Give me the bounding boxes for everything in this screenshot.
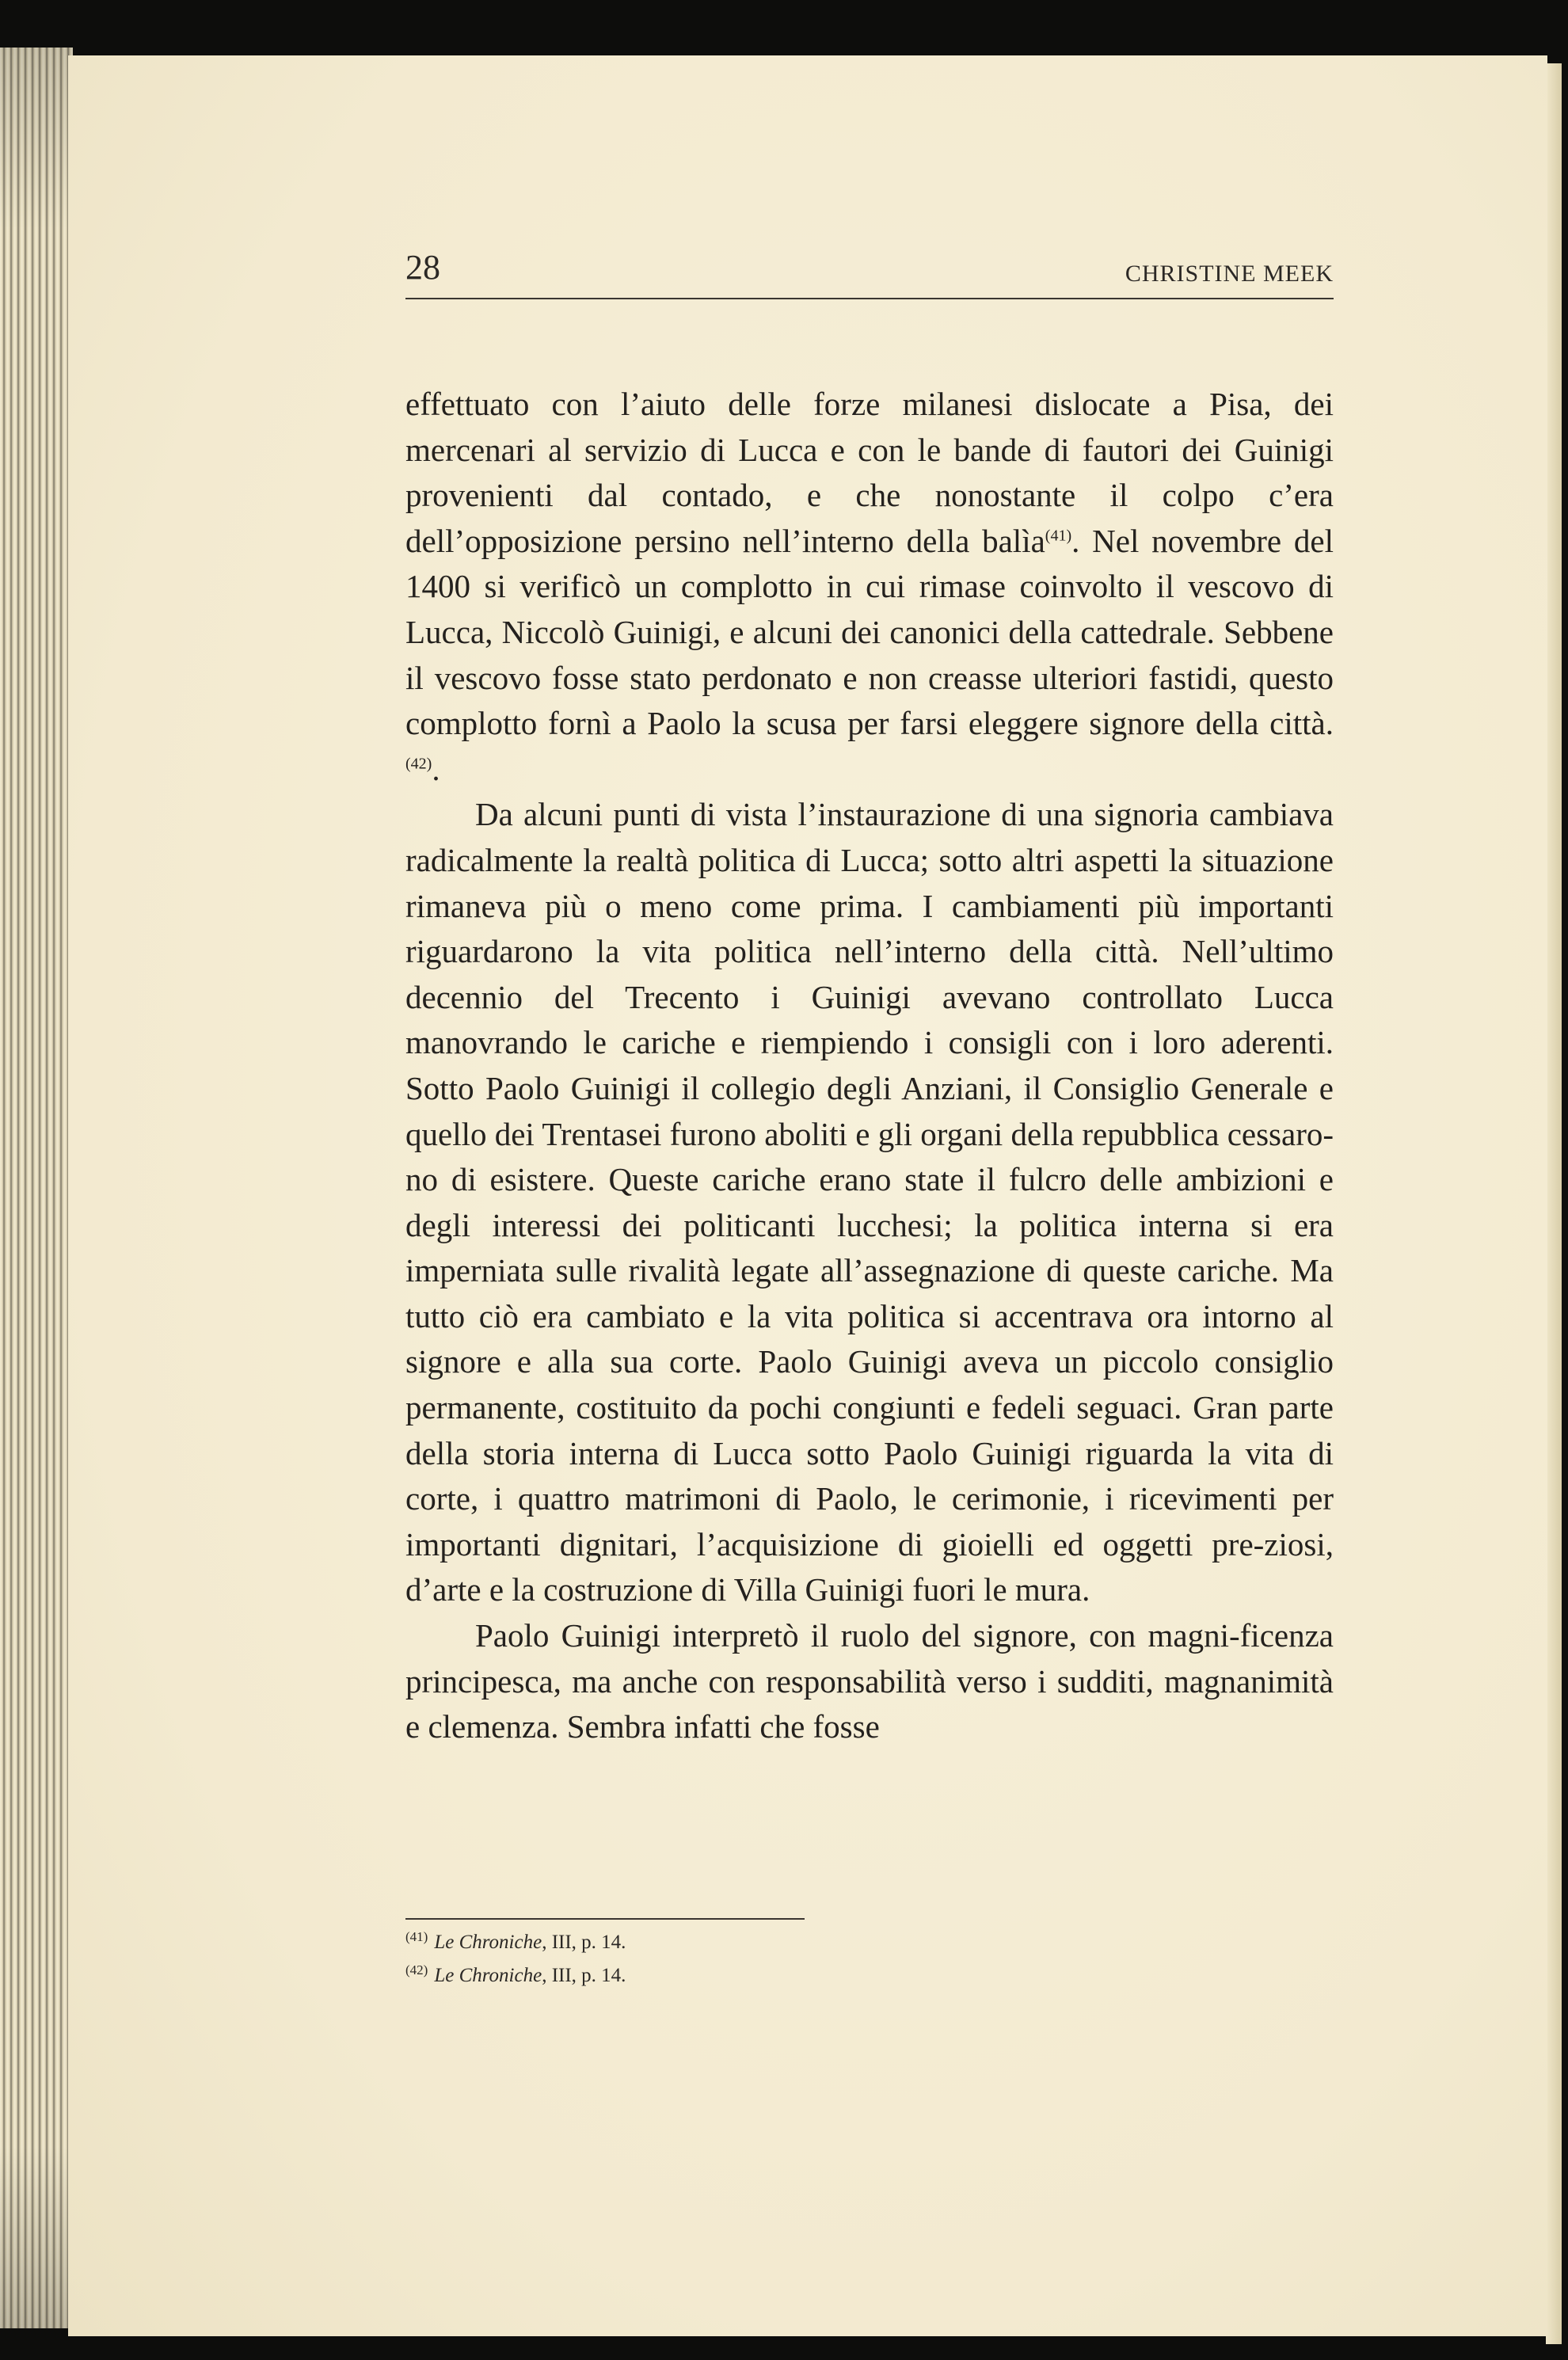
footnote [405,1926,1118,1959]
footnote-mark: (42) [405,1962,428,1977]
paragraph [405,382,1334,792]
stacked-page-edges [0,48,73,2328]
page-number: 28 [405,248,440,287]
paragraph [405,1613,1334,1750]
text-run: . Nel novembre del 1400 si verificò un complotto in cui rimase coinvolto il vescovo di Lucca, Niccolò Guinigi, e alcuni dei canonici della cattedrale. Sebbene il vescovo fosse stato perdonato e non creasse ulteriori fastidi, questo complotto fornì a Paolo la scusa per farsi eleggere signore della città. [405,522,1334,742]
footnote-title: Le Chroniche [434,1932,542,1953]
footnote-text: , III, p. 14. [542,1965,626,1986]
footnote-title: Le Chroniche [434,1965,542,1986]
running-head: CHRISTINE MEEK [1125,261,1334,287]
footnote-text: , III, p. 14. [542,1932,626,1953]
right-page-edge [1546,63,1562,2344]
header-rule [405,298,1334,299]
footnote-rule [405,1918,805,1920]
paragraph [405,792,1334,1613]
footnote-mark: (41) [405,1928,428,1944]
text-run: Da alcuni punti di vista l’instaurazione di una signoria cambiava radicalmente la realtà politica di Lucca; sotto altri aspetti la situazione rimaneva più o meno come prima. I cambiamenti più importanti riguardarono la vita politica nell’interno della città. Nell’ultimo decennio del Trecento i Guinigi avevano controllato Lucca manovrando le cariche e riempiendo i consigli con i loro aderenti. Sotto Paolo Guinigi il collegio degli Anziani, il Consiglio Generale e quello dei Trentasei furono aboliti e gli organi della repubblica cessaro-no di esistere. Queste cariche erano state il fulcro delle ambizioni e degli interessi dei politicanti lucchesi; la politica interna si era imperniata sulle rivalità legate all’assegnazione di queste cariche. Ma tutto ciò era cambiato e la vita politica si accentrava ora intorno al signore e alla sua corte. Paolo Guinigi aveva un piccolo consiglio permanente, costituito da pochi congiunti e fedeli seguaci. Gran parte della storia interna di Lucca sotto Paolo Guinigi riguarda la vita di corte, i quattro matrimoni di Paolo, le cerimonie, i ricevimenti per importanti dignitari, l’acquisizione di gioielli ed oggetti pre-ziosi, d’arte e la costruzione di Villa Guinigi fuori le mura. [405,796,1334,1608]
footnotes [405,1926,1118,1993]
body-text [405,382,1334,1750]
footnote-ref: (41) [1045,527,1072,545]
footnote [405,1959,1118,1993]
text-run: . [432,750,440,787]
footnote-ref: (42) [405,755,432,773]
text-run: effettuato con l’aiuto delle forze milanesi dislocate a Pisa, dei mercenari al servizio di Lucca e con le bande di fautori dei Guinigi provenienti dal contado, e che nonostante il colpo c’era dell’opposizione persino nell’interno della balìa [405,386,1334,559]
text-run: Paolo Guinigi interpretò il ruolo del signore, con magni-ficenza principesca, ma anche con responsabilità verso i sudditi, magnanimità e clemenza. Sembra infatti che fosse [405,1617,1334,1745]
